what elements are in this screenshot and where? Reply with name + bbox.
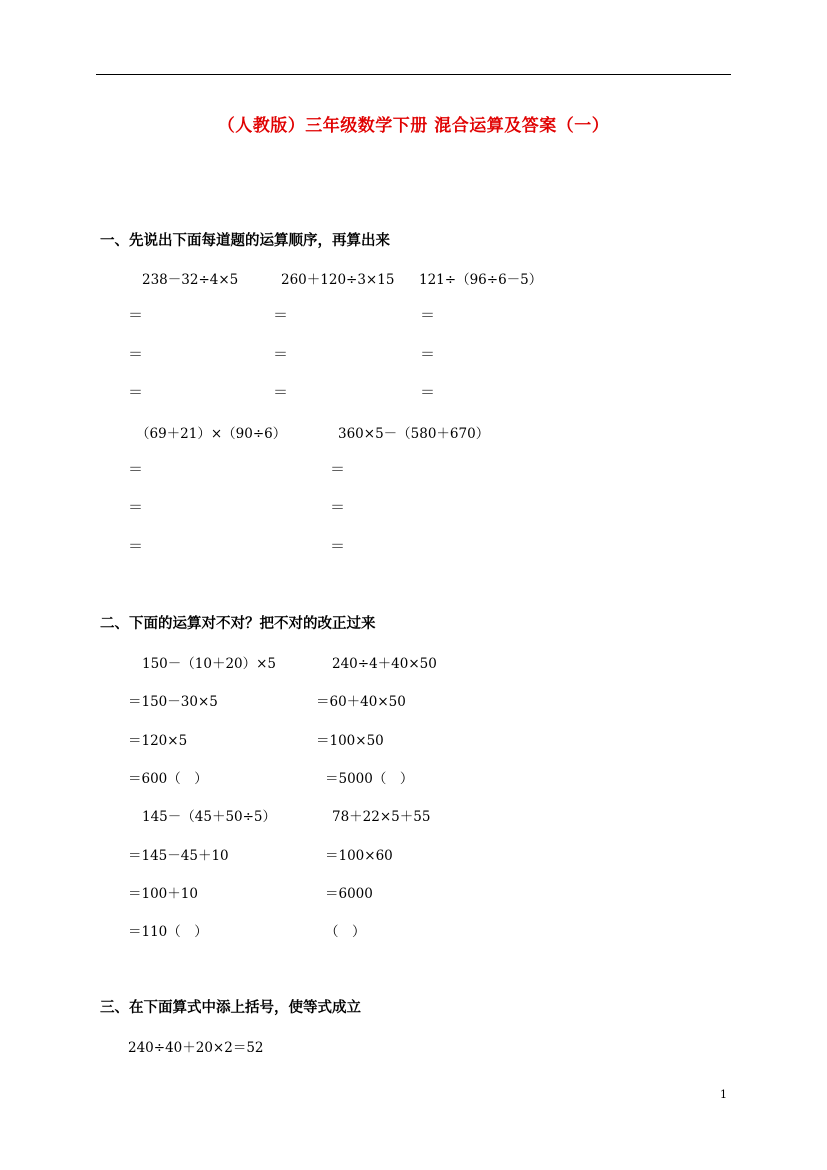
check-problem-line: 240÷4＋40×50 (332, 656, 437, 672)
section1-heading: 一、先说出下面每道题的运算顺序，再算出来 (100, 232, 390, 249)
equals-sign: ＝ (330, 537, 346, 555)
page-number: 1 (720, 1088, 727, 1101)
problem-1-5: 360×5－（580＋670） (338, 426, 490, 442)
check-problem-line: ＝5000（ ） (325, 771, 414, 787)
problem-1-1: 238－32÷4×5 (142, 272, 239, 288)
problem-1-4: （69＋21）×（90÷6） (136, 426, 287, 442)
check-problem-line: ＝150－30×5 (128, 694, 218, 710)
check-problem-line: ＝120×5 (128, 733, 188, 749)
section2-heading: 二、下面的运算对不对？把不对的改正过来 (100, 615, 376, 632)
check-problem-line: ＝60＋40×50 (316, 694, 406, 710)
check-problem-line: （ ） (325, 924, 366, 940)
equals-sign: ＝ (273, 306, 289, 324)
bracket-problem: 240÷40＋20×2＝52 (128, 1040, 264, 1056)
equals-sign: ＝ (330, 460, 346, 478)
check-problem-line: ＝110（ ） (128, 924, 208, 940)
equals-sign: ＝ (273, 383, 289, 401)
section3-heading: 三、在下面算式中添上括号，使等式成立 (100, 999, 361, 1016)
equals-sign: ＝ (128, 537, 144, 555)
equals-sign: ＝ (330, 498, 346, 516)
equals-sign: ＝ (128, 460, 144, 478)
header-rule (96, 74, 731, 75)
equals-sign: ＝ (420, 306, 436, 324)
check-problem-line: ＝145－45＋10 (128, 848, 229, 864)
check-problem-line: ＝6000 (325, 886, 373, 902)
check-problem-line: ＝100＋10 (128, 886, 198, 902)
equals-sign: ＝ (128, 498, 144, 516)
check-problem-line: 145－（45＋50÷5） (142, 809, 277, 825)
equals-sign: ＝ (128, 306, 144, 324)
check-problem-line: 78＋22×5＋55 (332, 809, 431, 825)
problem-1-2: 260＋120÷3×15 (281, 272, 395, 288)
check-problem-line: 150－（10＋20）×5 (142, 656, 277, 672)
check-problem-line: ＝100×50 (316, 733, 384, 749)
problem-1-3: 121÷（96÷6－5） (419, 272, 543, 288)
equals-sign: ＝ (420, 345, 436, 363)
check-problem-line: ＝600（ ） (128, 771, 208, 787)
equals-sign: ＝ (420, 383, 436, 401)
equals-sign: ＝ (128, 383, 144, 401)
check-problem-line: ＝100×60 (325, 848, 393, 864)
page-title: （人教版）三年级数学下册 混合运算及答案（一） (217, 116, 610, 136)
equals-sign: ＝ (128, 345, 144, 363)
equals-sign: ＝ (273, 345, 289, 363)
